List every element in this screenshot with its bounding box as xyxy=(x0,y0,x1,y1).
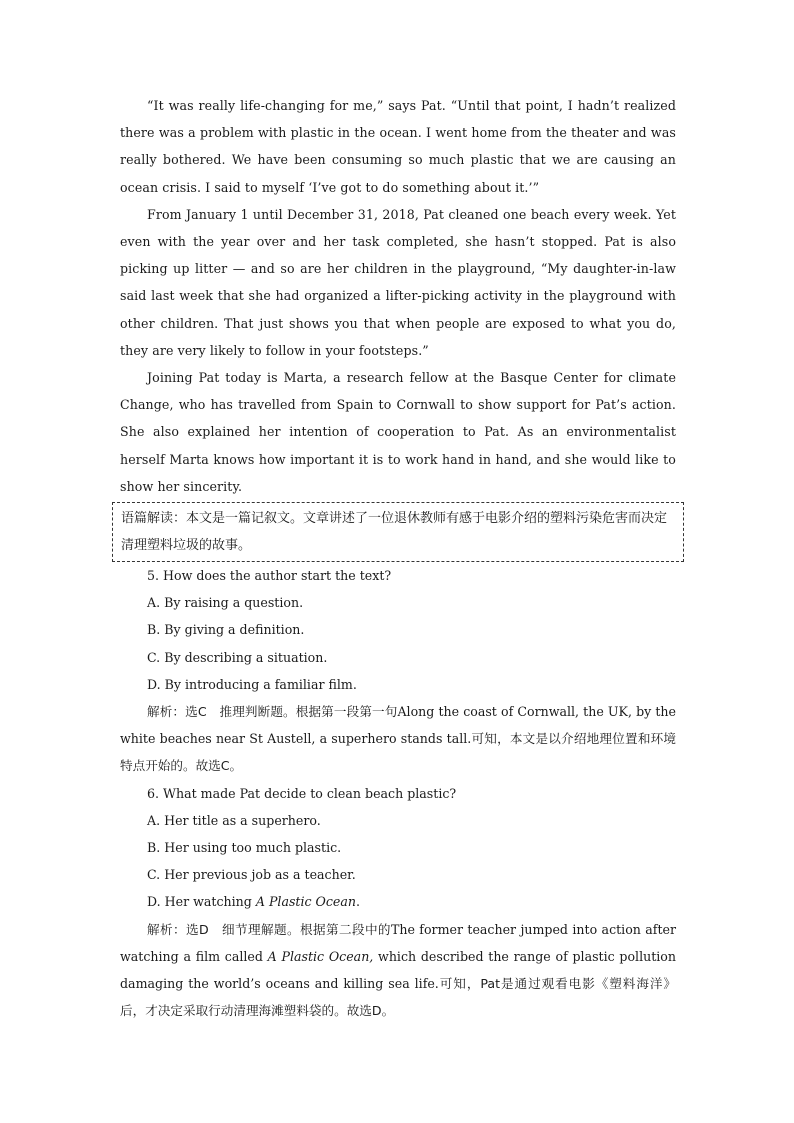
question-6-option-d-prefix: D. Her watching xyxy=(147,894,256,910)
question-5 xyxy=(120,562,676,780)
reading-summary-box xyxy=(112,502,684,562)
question-6-option-d-film-title: A Plastic Ocean xyxy=(255,894,357,910)
reading-summary-text: 语篇解读：本文是一篇记叙文。文章讲述了一位退休教师有感于电影介绍的塑料污染危害而决定清理塑料垃圾的故事。 xyxy=(121,511,668,554)
passage-paragraph-3: Joining Pat today is Marta, a research fellow at the Basque Center for climate Change, who has travelled from Spain to Cornwall to show support for Pat’s action. She also explained her intention of cooperation to Pat. As an environmentalist herself Marta knows how important it is to work hand in hand, and she would like to show her sincerity. xyxy=(120,370,676,494)
question-6-option-b: B. Her using too much plastic. xyxy=(147,840,342,856)
question-6-option-c: C. Her previous job as a teacher. xyxy=(147,867,356,883)
question-5-explanation xyxy=(120,698,676,780)
question-6-explanation-lead: 解析：选D 细节理解题。根据第二段中的 xyxy=(147,921,391,937)
question-6-option-d xyxy=(120,888,676,915)
question-5-explanation-quote: Along the coast of Cornwall, the UK, by the white beaches near St Austell, a superhero stands tall. xyxy=(120,704,676,747)
question-5-option-c: C. By describing a situation. xyxy=(147,649,328,665)
question-5-option-a: A. By raising a question. xyxy=(147,595,304,611)
question-5-stem: 5. How does the author start the text? xyxy=(147,568,392,584)
question-5-option-d: D. By introducing a familiar film. xyxy=(147,676,357,692)
document-page xyxy=(120,92,676,1025)
question-6 xyxy=(120,780,676,1025)
question-6-explanation-tail: 可知，Pat是通过观看电影《塑料海洋》后，才决定采取行动清理海滩塑料袋的。故选D。 xyxy=(120,976,677,1019)
question-5-explanation-lead: 解析：选C 推理判断题。根据第一段第一句 xyxy=(147,704,398,720)
question-6-option-d-suffix: . xyxy=(356,894,361,910)
question-6-explanation xyxy=(120,916,676,1025)
question-6-stem: 6. What made Pat decide to clean beach plastic? xyxy=(147,785,457,801)
question-5-explanation-tail: 可知，本文是以介绍地理位置和环境特点开始的。故选C。 xyxy=(120,731,676,774)
question-6-option-a: A. Her title as a superhero. xyxy=(147,812,321,828)
question-6-explanation-quote-1: The former teacher jumped into action after watching a film called xyxy=(120,921,677,964)
question-5-option-b: B. By giving a definition. xyxy=(147,622,305,638)
question-6-explanation-quote-2: which described the range of plastic pollution damaging the world’s oceans and killing sea life. xyxy=(120,948,677,992)
passage-paragraph-1: “It was really life-changing for me,” says Pat. “Until that point, I hadn’t realized there was a problem with plastic in the ocean. I went home from the theater and was really bothered. We have been consuming so much plastic that we are causing an ocean crisis. I said to myself ‘I’ve got to do something about it.’” xyxy=(120,98,676,195)
passage-paragraph-2: From January 1 until December 31, 2018, Pat cleaned one beach every week. Yet even with the year over and her task completed, she hasn’t stopped. Pat is also picking up litter — and so are her children in the playground, “My daughter-in-law said last week that she had organized a lifter-picking activity in the playground with other children. That just shows you that when people are exposed to what you do, they are very likely to follow in your footsteps.” xyxy=(120,206,676,358)
question-6-explanation-film-title: A Plastic Ocean, xyxy=(267,948,374,964)
